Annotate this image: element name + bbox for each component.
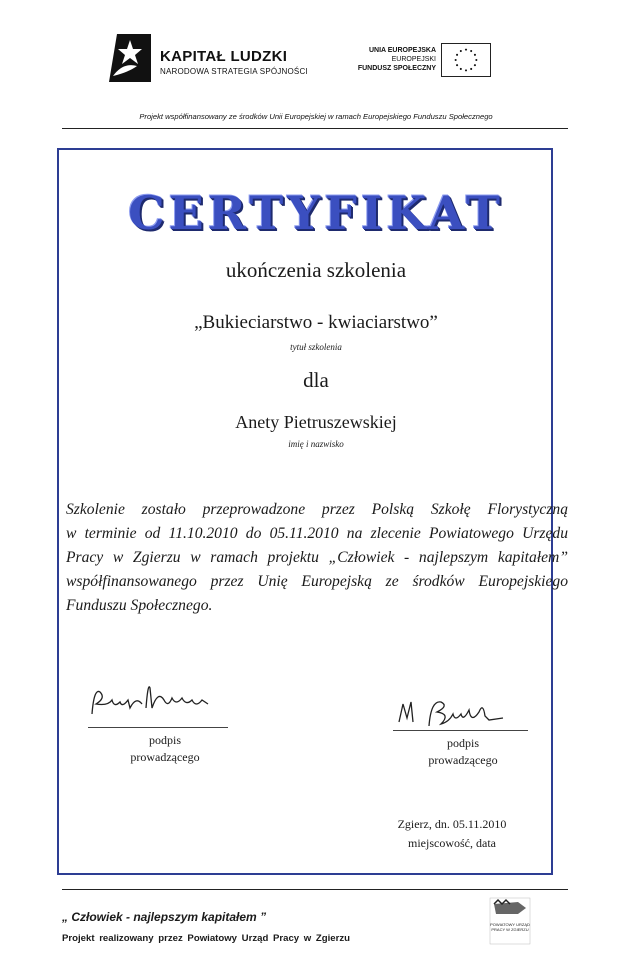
certificate-subtitle: ukończenia szkolenia (225, 258, 407, 282)
signature-caption-1 (120, 732, 210, 766)
project-realized-by: Projekt realizowany przez Powiatowy Urząd Pracy w Zgierzu (62, 933, 351, 944)
eu-label (348, 46, 436, 73)
certificate-body (66, 498, 568, 618)
signature-instructor-2 (393, 692, 533, 732)
body-line: współfinansowanego przez Unię Europejską ze środków Europejskiego (66, 573, 568, 590)
pup-logo-text: POWIATOWY URZĄD PRACY W ZGIERZU (490, 922, 530, 932)
for-word: dla (303, 368, 329, 392)
eu-line-2: EUROPEJSKI (391, 56, 436, 63)
eu-flag-icon (441, 43, 491, 77)
recipient-name: Anety Pietruszewskiej (235, 412, 397, 432)
pup-logo-icon (488, 896, 532, 946)
signature-caption-podpis: podpis (446, 736, 479, 750)
signature-line-2 (393, 730, 528, 731)
body-line: Funduszu Społecznego. (66, 597, 213, 614)
signature-instructor-1 (88, 678, 228, 718)
header-divider (62, 128, 568, 129)
footer-divider (62, 889, 568, 890)
signature-caption-podpis: podpis (148, 733, 181, 747)
body-line: w terminie od 11.10.2010 do 05.11.2010 na zlecenie Powiatowego Urzędu (66, 525, 568, 542)
eu-line-3: FUNDUSZ SPOŁECZNY (357, 65, 436, 72)
body-line: Szkolenie zostało przeprowadzone przez Polską Szkołę Florystyczną (66, 501, 568, 518)
body-line: Pracy w Zgierzu w ramach projektu „Człowiek - najlepszym kapitałem” (66, 549, 568, 566)
kapital-ludzki-logo (107, 32, 153, 84)
cofinancing-note: Projekt współfinansowany ze środków Unii Europejskiej w ramach Europejskiego Funduszu Społecznego (139, 112, 493, 121)
kapital-ludzki-title: KAPITAŁ LUDZKI (160, 48, 288, 65)
kapital-ludzki-subtitle: NARODOWA STRATEGIA SPÓJNOŚCI (160, 67, 308, 76)
signature-caption-role: prowadzącego (428, 753, 498, 767)
place-date-caption: miejscowość, data (408, 836, 496, 850)
signature-caption-2 (418, 735, 508, 769)
certificate-title: CERTYFIKAT (128, 186, 504, 240)
project-name: „ Człowiek - najlepszym kapitałem ” (62, 910, 267, 924)
eu-line-1: UNIA EUROPEJSKA (368, 47, 436, 54)
place-date: Zgierz, dn. 05.11.2010 (397, 817, 507, 831)
course-caption: tytuł szkolenia (290, 342, 342, 352)
recipient-caption: imię i nazwisko (288, 439, 344, 449)
signature-line-1 (88, 727, 228, 728)
course-title: „Bukieciarstwo - kwiaciarstwo” (194, 312, 438, 333)
signature-caption-role: prowadzącego (130, 750, 200, 764)
